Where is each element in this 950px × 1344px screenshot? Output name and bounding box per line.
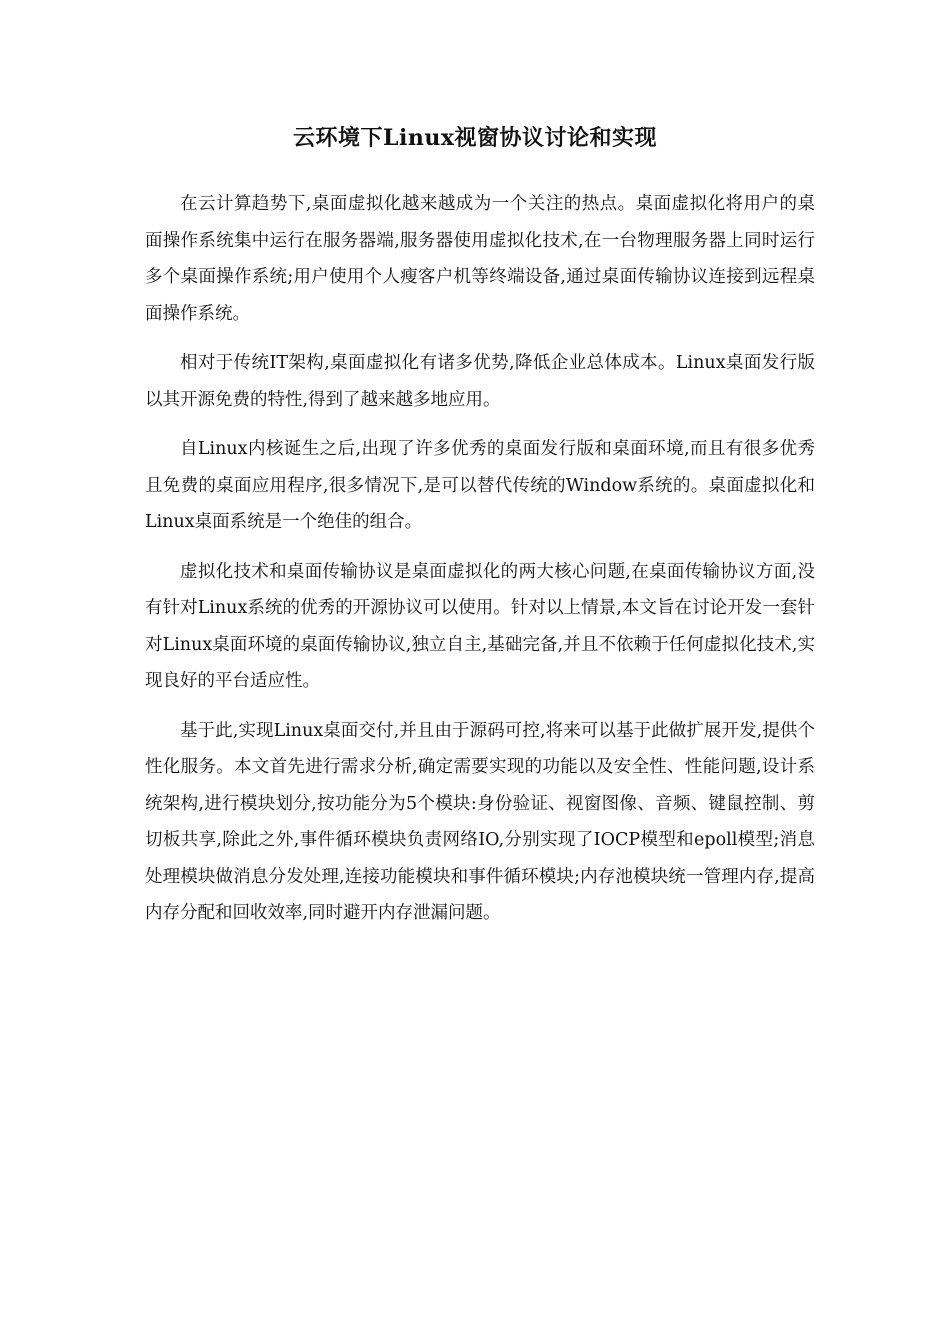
paragraph-5: 基于此,实现Linux桌面交付,并且由于源码可控,将来可以基于此做扩展开发,提供个性化服务。本文首先进行需求分析,确定需要实现的功能以及安全性、性能问题,设计系统架构,进行模块划分,按功能分为5个模块:身份验证、视窗图像、音频、键鼠控制、剪切板共享,除此之外,事件循环模块负责网络IO,分别实现了IOCP模型和epoll模型;消息处理模块做消息分发处理,连接功能模块和事件循环模块;内存池模块统一管理内存,提高内存分配和回收效率,同时避开内存泄漏问题。 [145,720,815,923]
paragraph-1: 在云计算趋势下,桌面虚拟化越来越成为一个关注的热点。桌面虚拟化将用户的桌面操作系统集中运行在服务器端,服务器使用虚拟化技术,在一台物理服务器上同时运行多个桌面操作系统;用户使用个人瘦客户机等终端设备,通过桌面传输协议连接到远程桌面操作系统。 [145,194,815,324]
paragraph-2: 相对于传统IT架构,桌面虚拟化有诸多优势,降低企业总体成本。Linux桌面发行版以其开源免费的特性,得到了越来越多地应用。 [145,353,815,410]
document-body [145,186,815,945]
document-title: 云环境下Linux视窗协议讨论和实现 [293,125,657,151]
paragraph-4: 虚拟化技术和桌面传输协议是桌面虚拟化的两大核心问题,在桌面传输协议方面,没有针对Linux系统的优秀的开源协议可以使用。针对以上情景,本文旨在讨论开发一套针对Linux桌面环境的桌面传输协议,独立自主,基础完备,并且不依赖于任何虚拟化技术,实现良好的平台适应性。 [145,561,815,691]
paragraph-3: 自Linux内核诞生之后,出现了许多优秀的桌面发行版和桌面环境,而且有很多优秀且免费的桌面应用程序,很多情况下,是可以替代传统的Window系统的。桌面虚拟化和Linux桌面系统是一个绝佳的组合。 [145,439,815,532]
